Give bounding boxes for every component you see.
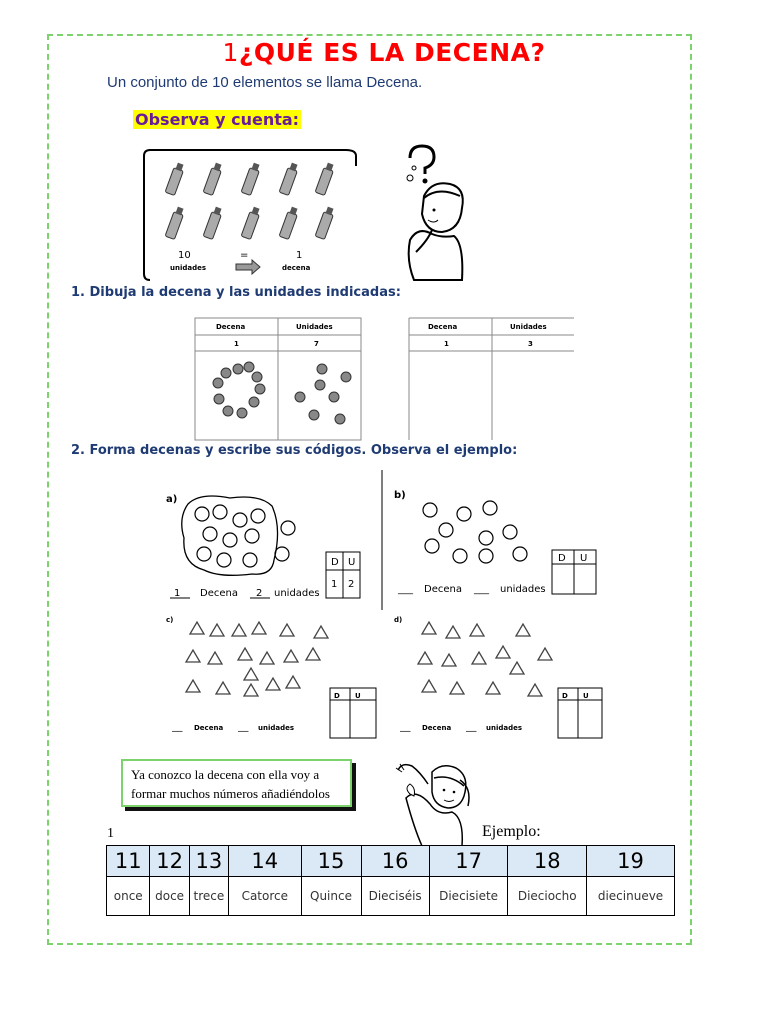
c-caption-w2: unidades [258,724,295,732]
bottle-icon [279,162,299,195]
number-cell: 11 [107,846,150,877]
exercise-c-label: c) [166,616,174,624]
exercise-d-label: d) [394,616,403,624]
b-u-header: U [580,553,588,564]
numbers-row [107,846,675,877]
decena-table-1 [194,317,364,441]
decena-table-2 [408,317,576,441]
ejemplo-label: Ejemplo: [482,823,541,840]
word-cell: Quince [301,877,361,916]
table1-v2: 7 [314,340,319,348]
number-cell: 16 [361,846,429,877]
side-number: 1 [107,826,114,841]
b-caption-blank2: ___ [474,584,489,595]
number-cell: 14 [229,846,301,877]
table2-col2: Unidades [510,323,547,331]
b-caption-w1: Decena [424,584,462,595]
d-u-header: U [583,692,589,700]
bottle-icon [279,206,299,239]
a-u-value: 2 [348,579,355,590]
speech-bubble: Ya conozco la decena con ella voy a formar muchos números añadiéndolos [121,759,352,807]
bottle-icon [241,206,261,239]
intro-text: Un conjunto de 10 elementos se llama Decena. [107,74,423,91]
numbers-table [106,845,675,916]
table1-col1: Decena [216,323,246,331]
c-caption-blank2: ___ [238,724,249,732]
b-d-header: D [558,553,566,564]
bottles-figure [140,146,362,282]
table1-col2: Unidades [296,323,333,331]
number-cell: 15 [301,846,361,877]
word-cell: Diecisiete [429,877,508,916]
word-cell: trece [189,877,228,916]
table2-v2: 3 [528,340,533,348]
a-u-header: U [348,557,356,568]
title-text: ¿QUÉ ES LA DECENA? [238,38,546,67]
number-cell: 18 [508,846,587,877]
c-u-header: U [355,692,361,700]
girl-illustration [392,758,476,848]
section2-heading: 2. Forma decenas y escribe sus códigos. Observa el ejemplo: [71,443,518,458]
c-caption-blank1: ___ [172,724,183,732]
title-number: 1 [222,38,239,67]
observa-heading: Observa y cuenta: [135,110,300,129]
bottle-icon [165,206,185,239]
figure-equals: = [240,250,249,261]
words-row [107,877,675,916]
b-caption-blank1: ___ [398,584,413,595]
arrow-right-icon [236,260,260,274]
figure-left-word: unidades [170,264,207,272]
word-cell: Dieciséis [361,877,429,916]
a-caption-w2: unidades [274,588,320,599]
decena-exercises [160,468,605,740]
word-cell: diecinueve [587,877,675,916]
bottle-icon [203,162,223,195]
section1-heading: 1. Dibuja la decena y las unidades indicadas: [71,285,401,300]
d-caption-w1: Decena [422,724,452,732]
bottle-icon [165,162,185,195]
d-caption-w2: unidades [486,724,523,732]
bottle-icon [203,206,223,239]
thinking-boy-illustration [398,140,470,288]
figure-left-num: 10 [178,250,191,261]
number-cell: 13 [189,846,228,877]
table2-col1: Decena [428,323,458,331]
a-caption-w1: Decena [200,588,238,599]
table2-v1: 1 [444,340,449,348]
figure-right-num: 1 [296,250,303,261]
bottle-icon [241,162,261,195]
table1-v1: 1 [234,340,239,348]
d-d-header: D [562,692,568,700]
c-d-header: D [334,692,340,700]
bottle-icon [315,206,335,239]
page-title [0,38,768,67]
word-cell: once [107,877,150,916]
word-cell: Dieciocho [508,877,587,916]
exercise-a-label: a) [166,494,178,505]
figure-right-word: decena [282,264,311,272]
a-caption-n1: 1 [174,588,181,599]
a-d-value: 1 [331,579,338,590]
bottle-icon [315,162,335,195]
b-caption-w2: unidades [500,584,546,595]
number-cell: 12 [150,846,189,877]
word-cell: doce [150,877,189,916]
a-d-header: D [331,557,339,568]
c-caption-w1: Decena [194,724,224,732]
exercise-b-label: b) [394,490,406,501]
d-caption-blank2: ___ [466,724,477,732]
number-cell: 17 [429,846,508,877]
number-cell: 19 [587,846,675,877]
a-caption-n2: 2 [256,588,263,599]
d-caption-blank1: ___ [400,724,411,732]
word-cell: Catorce [229,877,301,916]
